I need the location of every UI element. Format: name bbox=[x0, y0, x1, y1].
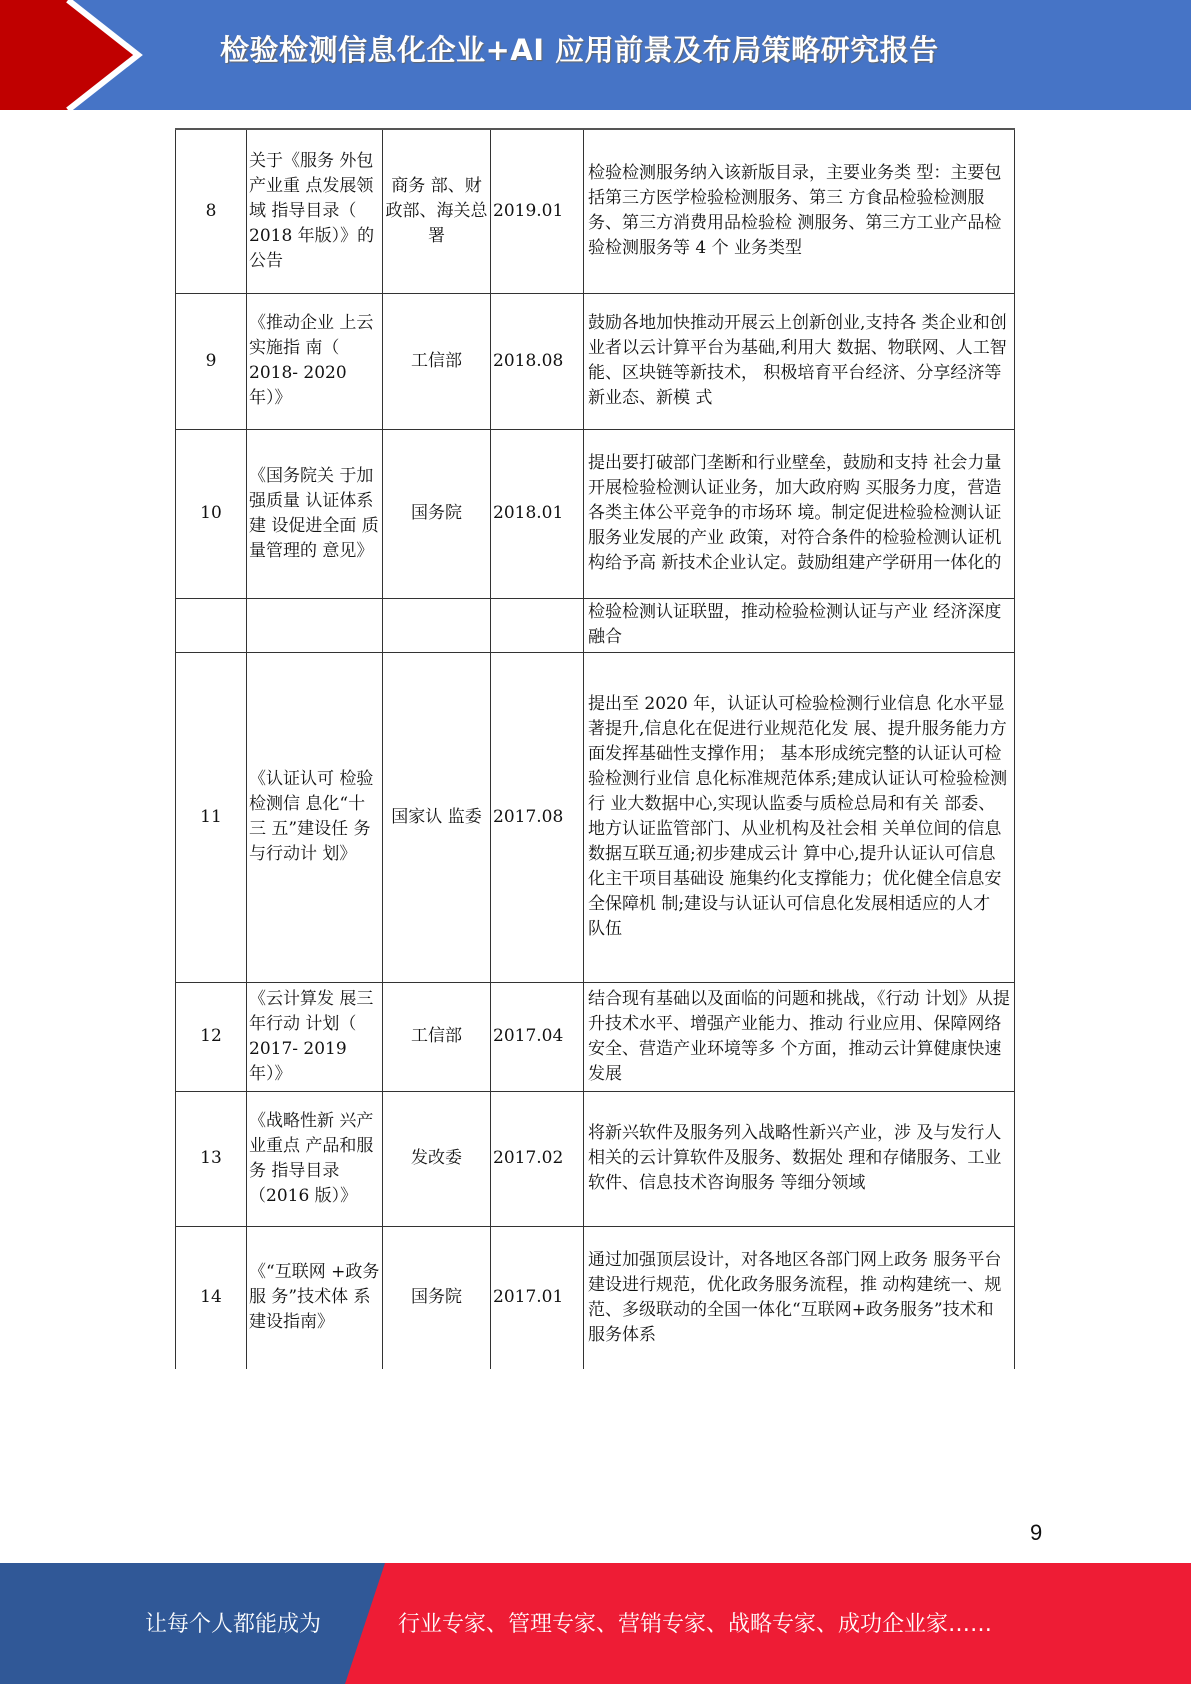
issue-date bbox=[491, 598, 584, 652]
issuing-department: 工信部 bbox=[383, 982, 491, 1091]
table-row bbox=[176, 1091, 1015, 1226]
issuing-department: 发改委 bbox=[383, 1091, 491, 1226]
policy-name: 《推动企业 上云实施指 南（ 2018- 2020 年）》 bbox=[247, 293, 383, 429]
policy-description: 提出至 2020 年，认证认可检验检测行业信息 化水平显著提升,信息化在促进行业规范化发 展、提升服务能力方面发挥基础性支撑作用； 基本形成统完整的认证认可检验检测行业信 息化标准规范体系;建成认证认可检验检测行 业大数据中心,实现认监委与质检总局和有关 部委、地方认证监管部门、从业机构及社会相 关单位间的信息数据互联互通;初步建成云计 算中心,提升认证认可信息化主干项目基础设 施集约化支撑能力；优化健全信息安全保障机 制;建设与认证认可信息化发展相适应的人才 队伍 bbox=[584, 652, 1015, 982]
issue-date: 2017.04 bbox=[491, 982, 584, 1091]
policy-name: 《战略性新 兴产业重点 产品和服务 指导目录（2016 版）》 bbox=[247, 1091, 383, 1226]
policy-table bbox=[175, 128, 1015, 1369]
issue-date: 2019.01 bbox=[491, 129, 584, 293]
issuing-department: 国家认 监委 bbox=[383, 652, 491, 982]
policy-name bbox=[247, 598, 383, 652]
policy-description: 将新兴软件及服务列入战略性新兴产业，涉 及与发行人相关的云计算软件及服务、数据处 理和存储服务、工业软件、信息技术咨询服务 等细分领域 bbox=[584, 1091, 1015, 1226]
policy-name: 《云计算发 展三年行动 计划（ 2017- 2019 年）》 bbox=[247, 982, 383, 1091]
header-chevron-decoration bbox=[0, 0, 160, 110]
issue-date: 2018.01 bbox=[491, 429, 584, 598]
issuing-department: 商务 部、财 政部、海关总 署 bbox=[383, 129, 491, 293]
row-number: 11 bbox=[176, 652, 247, 982]
table-row bbox=[176, 652, 1015, 982]
page-footer bbox=[0, 1563, 1191, 1684]
policy-description: 检验检测服务纳入该新版目录，主要业务类 型：主要包括第三方医学检验检测服务、第三 方食品检验检测服务、第三方消费用品检验检 测服务、第三方工业产品检验检测服务等 4 个 业务类型 bbox=[584, 129, 1015, 293]
page-number: 9 bbox=[1030, 1520, 1043, 1545]
table-row bbox=[176, 129, 1015, 293]
issue-date: 2018.08 bbox=[491, 293, 584, 429]
policy-name: 《认证认可 检验检测信 息化“十三 五”建设任 务与行动计 划》 bbox=[247, 652, 383, 982]
table-row bbox=[176, 982, 1015, 1091]
table-row bbox=[176, 293, 1015, 429]
policy-name: 《国务院关 于加强质量 认证体系建 设促进全面 质量管理的 意见》 bbox=[247, 429, 383, 598]
page-header bbox=[0, 0, 1191, 110]
issue-date: 2017.01 bbox=[491, 1226, 584, 1369]
policy-name: 《“互联网 +政务服 务”技术体 系建设指南》 bbox=[247, 1226, 383, 1369]
table-row bbox=[176, 429, 1015, 598]
report-title: 检验检测信息化企业+AI 应用前景及布局策略研究报告 bbox=[220, 33, 939, 67]
issue-date: 2017.02 bbox=[491, 1091, 584, 1226]
row-number: 13 bbox=[176, 1091, 247, 1226]
footer-slogan-right: 行业专家、管理专家、营销专家、战略专家、成功企业家…… bbox=[398, 1612, 993, 1637]
footer-slogan-left: 让每个人都能成为 bbox=[145, 1612, 322, 1637]
policy-description: 检验检测认证联盟，推动检验检测认证与产业 经济深度融合 bbox=[584, 598, 1015, 652]
row-number: 9 bbox=[176, 293, 247, 429]
row-number: 14 bbox=[176, 1226, 247, 1369]
policy-description: 鼓励各地加快推动开展云上创新创业,支持各 类企业和创业者以云计算平台为基础,利用大 数据、物联网、人工智能、区块链等新技术， 积极培育平台经济、分享经济等新业态、新模 式 bbox=[584, 293, 1015, 429]
issue-date: 2017.08 bbox=[491, 652, 584, 982]
policy-description: 提出要打破部门垄断和行业壁垒，鼓励和支持 社会力量开展检验检测认证业务，加大政府购 买服务力度，营造各类主体公平竞争的市场环 境。制定促进检验检测认证服务业发展的产业 政策，对符合条件的检验检测认证机构给予高 新技术企业认定。鼓励组建产学研用一体化的 bbox=[584, 429, 1015, 598]
table-row bbox=[176, 1226, 1015, 1369]
policy-description: 结合现有基础以及面临的问题和挑战，《行动 计划》从提升技术水平、增强产业能力、推动 行业应用、保障网络安全、营造产业环境等多 个方面，推动云计算健康快速发展 bbox=[584, 982, 1015, 1091]
row-number: 12 bbox=[176, 982, 247, 1091]
row-number: 8 bbox=[176, 129, 247, 293]
issuing-department: 国务院 bbox=[383, 1226, 491, 1369]
table-row bbox=[176, 598, 1015, 652]
issuing-department bbox=[383, 598, 491, 652]
policy-name: 关于《服务 外包产业重 点发展领域 指导目录（ 2018 年版）》的公告 bbox=[247, 129, 383, 293]
policy-description: 通过加强顶层设计，对各地区各部门网上政务 服务平台建设进行规范，优化政务服务流程，推 动构建统一、规范、多级联动的全国一体化“互联网+政务服务”技术和服务体系 bbox=[584, 1226, 1015, 1369]
row-number: 10 bbox=[176, 429, 247, 598]
row-number bbox=[176, 598, 247, 652]
issuing-department: 工信部 bbox=[383, 293, 491, 429]
issuing-department: 国务院 bbox=[383, 429, 491, 598]
